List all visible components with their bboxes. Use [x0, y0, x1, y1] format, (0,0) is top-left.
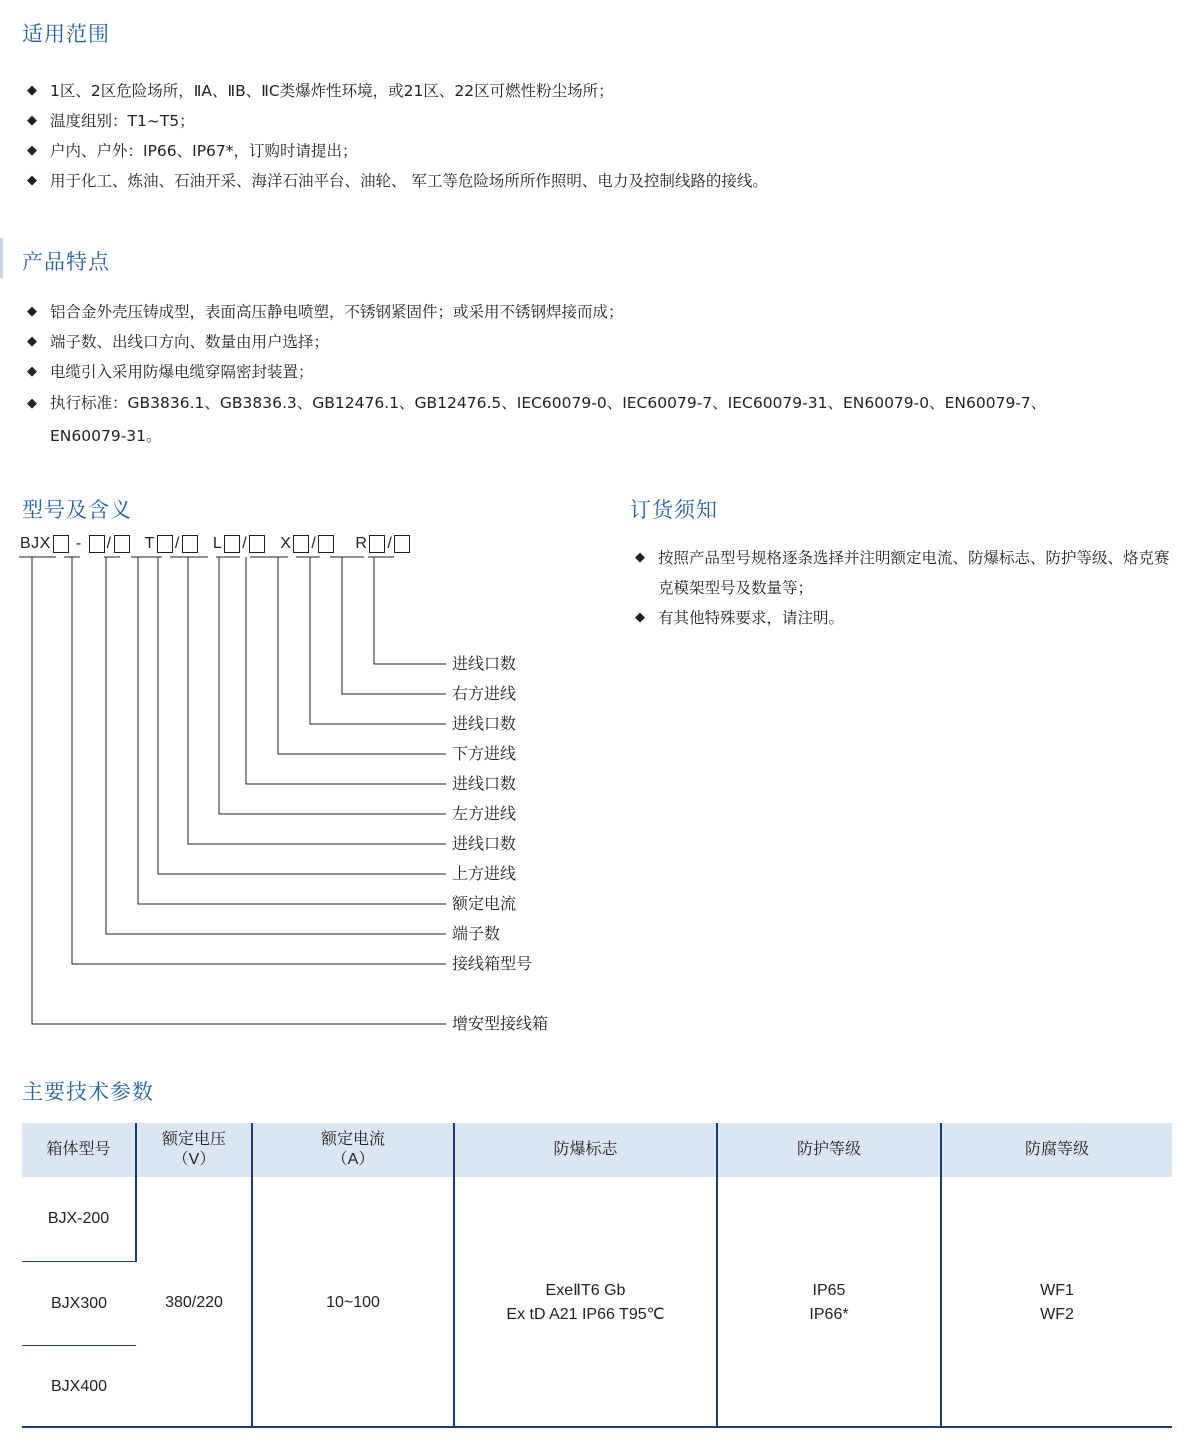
diamond-bullet-icon: ◆ — [27, 143, 37, 158]
tree-branch — [342, 557, 446, 694]
tree-label: 端子数 — [452, 924, 501, 943]
tree-branch — [138, 557, 446, 904]
cell-model: BJX400 — [50, 1378, 108, 1395]
diamond-bullet-icon: ◆ — [27, 173, 37, 188]
tree-label: 右方进线 — [452, 684, 517, 703]
diamond-bullet-icon: ◆ — [27, 396, 37, 411]
model-title: 型号及含义 — [22, 498, 132, 522]
list-item: ◆ 用于化工、炼油、石油开采、海洋石油平台、油轮、 军工等危险场所所作照明、电力及控制线路的接线。 — [22, 166, 1172, 196]
tree-label: 增安型接线箱 — [452, 1014, 549, 1033]
diamond-bullet-icon: ◆ — [27, 304, 37, 319]
cell-exmark: ExeⅡT6 Gb Ex tD A21 IP66 T95℃ — [454, 1177, 717, 1428]
header-model: 箱体型号 — [22, 1123, 136, 1177]
tree-branch — [246, 557, 446, 784]
tree-label: 下方进线 — [452, 744, 517, 763]
list-item: ◆ 户内、户外：IP66、IP67*，订购时请提出； — [22, 136, 1172, 166]
tree-label: 进线口数 — [452, 774, 517, 793]
tree-label: 进线口数 — [452, 834, 517, 853]
code-slash: / — [311, 535, 317, 552]
diamond-bullet-icon: ◆ — [27, 364, 37, 379]
tree-label: 上方进线 — [452, 864, 517, 883]
header-exmark: 防爆标志 — [454, 1123, 717, 1177]
list-item: ◆ 温度组别：T1~T5； — [22, 106, 1172, 136]
cell-anticorr: WF1 WF2 — [1040, 1281, 1074, 1323]
tree-branch — [310, 557, 446, 724]
tree-label: 左方进线 — [452, 804, 517, 823]
table-header-row — [22, 1123, 1172, 1177]
cell-current: 10~100 — [252, 1177, 454, 1428]
diamond-bullet-icon: ◆ — [27, 334, 37, 349]
code-slash: / — [387, 535, 393, 552]
header-ip: 防护等级 — [717, 1123, 941, 1177]
code-t: T — [144, 535, 155, 552]
list-item: ◆ 1区、2区危险场所，ⅡA、ⅡB、ⅡC类爆炸性环境，或21区、22区可燃性粉尘场所； — [22, 76, 1172, 106]
code-x: X — [280, 535, 292, 552]
features-title: 产品特点 — [22, 250, 110, 274]
code-l: L — [212, 535, 223, 552]
diamond-bullet-icon: ◆ — [635, 610, 645, 625]
diamond-bullet-icon: ◆ — [27, 83, 37, 98]
header-voltage: 额定电压 （V） — [136, 1123, 252, 1177]
code-slash: / — [106, 535, 112, 552]
cell-ip: IP65 IP66* — [717, 1177, 941, 1428]
code-dash: - — [75, 535, 82, 552]
list-item: ◆ 铝合金外壳压铸成型，表面高压静电喷塑，不锈钢紧固件；或采用不锈钢焊接而成； — [22, 297, 1072, 327]
model-tree-diagram — [0, 0, 600, 1040]
ordering-title: 订货须知 — [630, 498, 718, 522]
tree-branch — [158, 557, 446, 874]
table-row — [22, 1177, 1172, 1262]
diamond-bullet-icon: ◆ — [635, 550, 645, 565]
tree-label: 接线箱型号 — [452, 954, 533, 973]
list-item: ◆ 电缆引入采用防爆电缆穿隔密封装置； — [22, 357, 1072, 387]
cell-voltage: 380/220 — [136, 1177, 252, 1428]
params-title: 主要技术参数 — [22, 1080, 154, 1104]
tree-branch — [106, 557, 446, 934]
list-item: ◆ 有其他特殊要求，请注明。 — [630, 603, 1175, 633]
code-r: R — [355, 535, 368, 552]
diamond-bullet-icon: ◆ — [27, 113, 37, 128]
table-bottom-rule — [22, 1426, 1172, 1428]
cell-model: BJX300 — [22, 1262, 136, 1346]
tree-branch — [72, 557, 446, 964]
code-slash: / — [242, 535, 248, 552]
tree-branch — [188, 557, 446, 844]
tree-label: 进线口数 — [452, 714, 517, 733]
list-item: ◆ 端子数、出线口方向、数量由用户选择； — [22, 327, 1072, 357]
tree-label: 额定电流 — [452, 894, 517, 913]
scope-title: 适用范围 — [22, 22, 110, 46]
tree-label: 进线口数 — [452, 654, 517, 673]
cell-model: BJX-200 — [22, 1177, 136, 1262]
tree-branch — [219, 557, 446, 814]
header-anticorr: 防腐等级 — [941, 1123, 1172, 1177]
code-prefix: BJX — [20, 535, 51, 552]
ordering-list — [630, 543, 1175, 633]
list-item: ◆ 执行标准：GB3836.1、GB3836.3、GB12476.1、GB12476.5、IEC60079-0、IEC60079-7、IEC60079-31、EN60079-0、EN60079-7、EN60079-31。 — [22, 387, 1072, 453]
tree-branch — [32, 557, 446, 1024]
list-item: ◆ 按照产品型号规格逐条选择并注明额定电流、防爆标志、防护等级、烙克赛克模架型号及数量等； — [630, 543, 1175, 603]
spec-table — [22, 1123, 1172, 1428]
code-slash: / — [174, 535, 180, 552]
tree-branch — [374, 557, 446, 664]
header-current: 额定电流 （A） — [252, 1123, 454, 1177]
